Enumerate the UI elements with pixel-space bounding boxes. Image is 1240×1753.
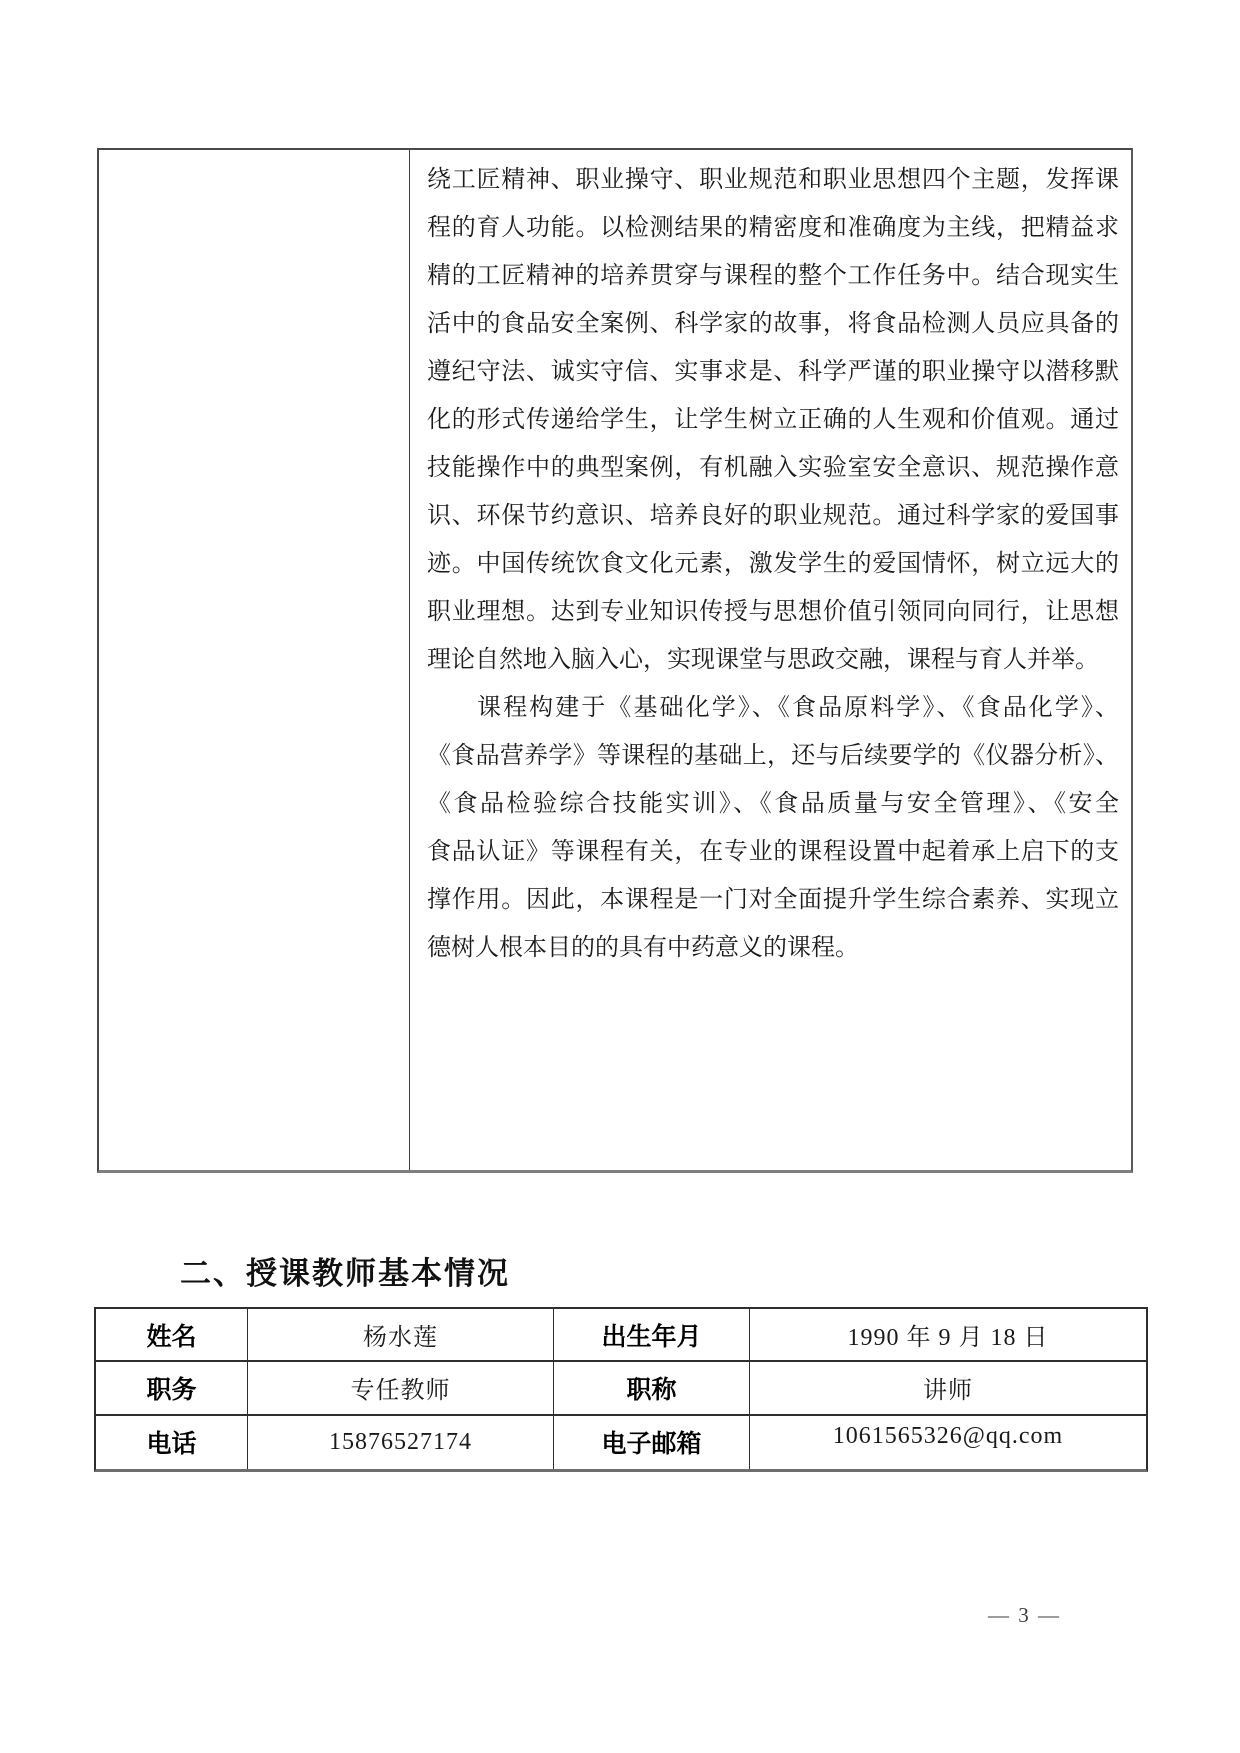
body-text-line: 《食品营养学》等课程的基础上，还与后续要学的《仪器分析》、 [427, 743, 1119, 769]
email-label-cell [554, 1416, 750, 1469]
body-text-line: 迹。中国传统饮食文化元素，激发学生的爱国情怀，树立远大的 [427, 551, 1119, 577]
body-text-line: 程的育人功能。以检测结果的精密度和准确度为主线，把精益求 [427, 215, 1119, 241]
title-label: 职称 [626, 1375, 677, 1404]
position-value: 专任教师 [350, 1378, 451, 1405]
body-text-line: 精的工匠精神的培养贯穿与课程的整个工作任务中。结合现实生 [427, 263, 1119, 289]
body-text-line: 识、环保节约意识、培养良好的职业规范。通过科学家的爱国事 [427, 503, 1119, 529]
position-label: 职务 [146, 1375, 197, 1404]
body-text-line: 课程构建于《基础化学》、《食品原料学》、《食品化学》、 [477, 695, 1119, 721]
course-table-left-cell [99, 150, 410, 1170]
body-text-line: 化的形式传递给学生，让学生树立正确的人生观和价值观。通过 [427, 407, 1119, 433]
section-heading: 二、授课教师基本情况 [180, 1256, 510, 1291]
title-value-cell [750, 1362, 1146, 1415]
email-value-cell [750, 1416, 1146, 1469]
body-text-line: 遵纪守法、诚实守信、实事求是、科学严谨的职业操守以潜移默 [427, 359, 1119, 385]
name-label-cell [96, 1309, 248, 1362]
birthdate-label-cell [554, 1309, 750, 1362]
name-value-cell [248, 1309, 554, 1362]
birthdate-value-cell [750, 1309, 1146, 1362]
title-value: 讲师 [923, 1378, 973, 1405]
phone-label-cell [96, 1416, 248, 1469]
name-value: 杨水莲 [363, 1325, 438, 1352]
email-value: 1061565326@qq.com [832, 1422, 1064, 1449]
body-text-line: 职业理想。达到专业知识传授与思想价值引领同向同行，让思想 [427, 599, 1119, 625]
course-table-text-cell [410, 150, 1131, 1170]
title-label-cell [554, 1362, 750, 1415]
birthdate-value: 1990 年 9 月 18 日 [847, 1325, 1049, 1352]
phone-value: 15876527174 [329, 1428, 472, 1455]
body-text-line: 理论自然地入脑入心，实现课堂与思政交融，课程与育人并举。 [427, 647, 1099, 673]
position-label-cell [96, 1362, 248, 1415]
body-text-line: 《食品检验综合技能实训》、《食品质量与安全管理》、《安全 [427, 791, 1119, 817]
phone-value-cell [248, 1416, 554, 1469]
body-text-line: 食品认证》等课程有关，在专业的课程设置中起着承上启下的支 [427, 839, 1119, 865]
body-text-line: 技能操作中的典型案例，有机融入实验室安全意识、规范操作意 [427, 455, 1119, 481]
body-text-line: 活中的食品安全案例、科学家的故事，将食品检测人员应具备的 [427, 311, 1119, 337]
page-number: — 3 — [988, 1603, 1061, 1627]
body-text-line: 撑作用。因此，本课程是一门对全面提升学生综合素养、实现立 [427, 887, 1119, 913]
email-label: 电子邮箱 [601, 1430, 702, 1459]
teacher-info-table [94, 1307, 1148, 1472]
name-label: 姓名 [146, 1322, 197, 1351]
body-text-line: 德树人根本目的的具有中药意义的课程。 [427, 935, 859, 961]
phone-label: 电话 [146, 1430, 197, 1459]
position-value-cell [248, 1362, 554, 1415]
course-description-table [97, 148, 1133, 1173]
body-text-line: 绕工匠精神、职业操守、职业规范和职业思想四个主题，发挥课 [427, 167, 1119, 193]
birthdate-label: 出生年月 [601, 1322, 702, 1351]
